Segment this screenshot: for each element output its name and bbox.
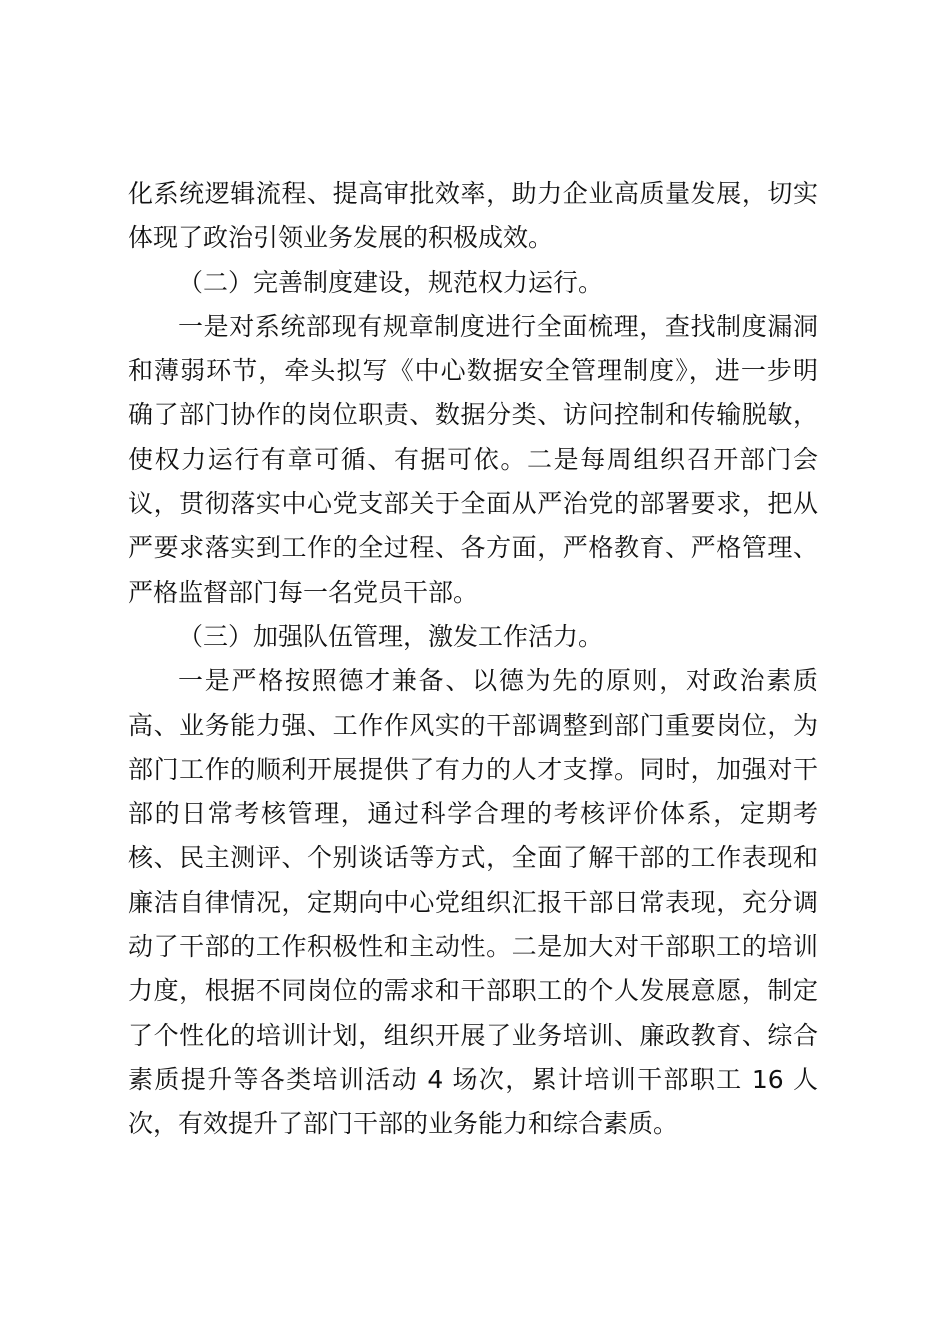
text-line: 一是严格按照德才兼备、以德为先的原则，对政治素质 [178,666,818,696]
text-line: 化系统逻辑流程、提高审批效率，助力企业高质量发展，切实 [128,179,818,208]
text-line: 力度，根据不同岗位的需求和干部职工的个人发展意愿，制定 [128,976,818,1006]
text-line: 素质提升等各类培训活动 4 场次，累计培训干部职工 16 人 [128,1064,818,1094]
text-line: 使权力运行有章可循、有据可依。二是每周组织召开部门会 [128,444,818,474]
document-body [128,172,818,1147]
text-line: 严要求落实到工作的全过程、各方面，严格教育、严格管理、 [128,533,818,563]
text-line: 廉洁自律情况，定期向中心党组织汇报干部日常表现，充分调 [128,887,818,917]
text-line: 部的日常考核管理，通过科学合理的考核评价体系，定期考 [128,799,818,829]
text-line: 核、民主测评、个别谈话等方式，全面了解干部的工作表现和 [128,843,818,873]
text-line: 次，有效提升了部门干部的业务能力和综合素质。 [128,1109,679,1139]
text-line: （二）完善制度建设，规范权力运行。 [178,267,604,297]
text-line: 部门工作的顺利开展提供了有力的人才支撑。同时，加强对干 [128,754,818,784]
text-line: 议，贯彻落实中心党支部关于全面从严治党的部署要求，把从 [128,489,818,519]
text-line: 体现了政治引领业务发展的积极成效。 [128,223,554,253]
text-line: 动了干部的工作积极性和主动性。二是加大对干部职工的培训 [128,932,818,962]
text-line: 一是对系统部现有规章制度进行全面梳理，查找制度漏洞 [178,311,818,341]
text-line: 严格监督部门每一名党员干部。 [128,577,479,607]
text-line: 和薄弱环节，牵头拟写《中心数据安全管理制度》，进一步明 [128,356,818,386]
text-line: （三）加强队伍管理，激发工作活力。 [178,621,604,651]
text-line: 高、业务能力强、工作作风实的干部调整到部门重要岗位，为 [128,710,818,740]
text-line: 确了部门协作的岗位职责、数据分类、访问控制和传输脱敏， [128,400,818,430]
text-line: 了个性化的培训计划，组织开展了业务培训、廉政教育、综合 [128,1020,818,1050]
